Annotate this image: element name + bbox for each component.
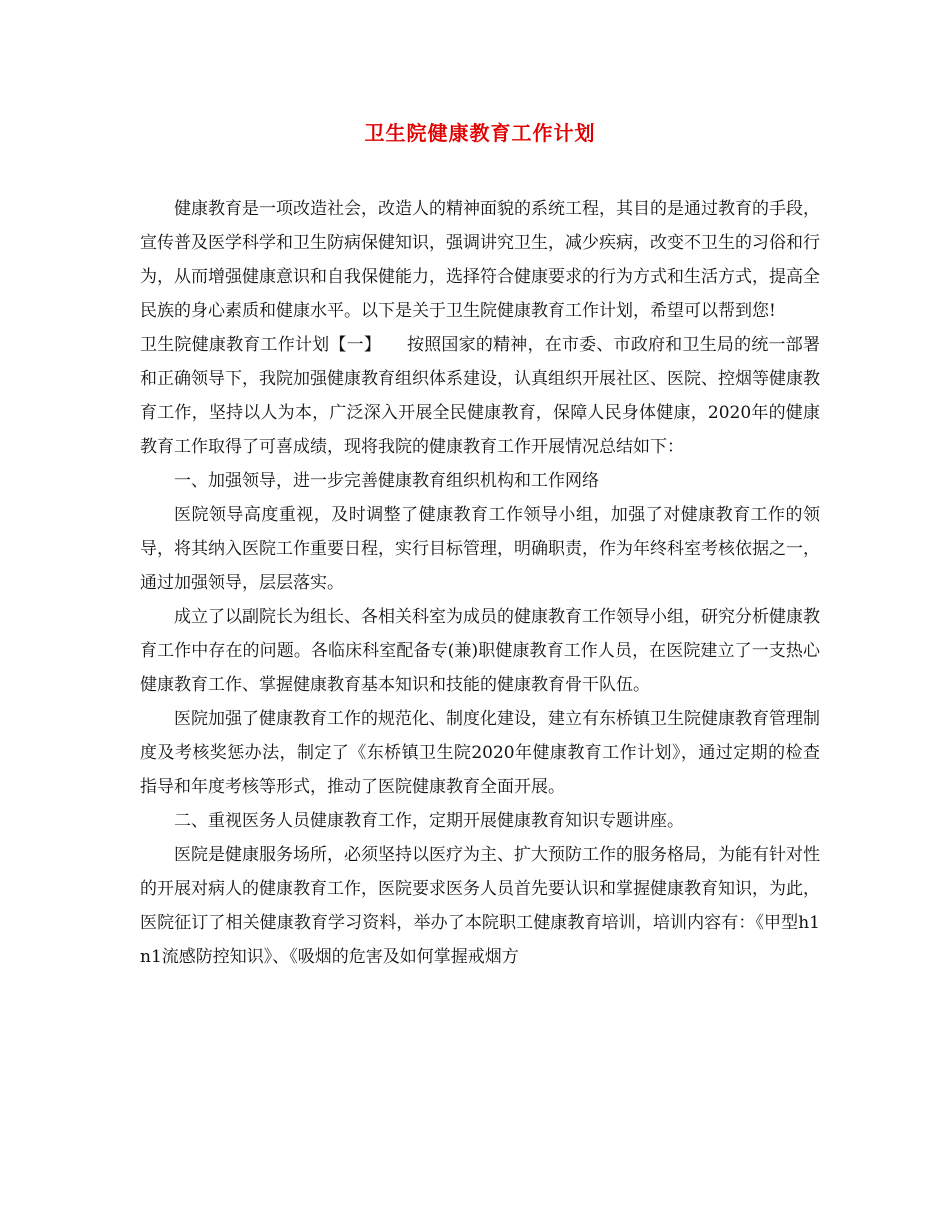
body-paragraph: 医院加强了健康教育工作的规范化、制度化建设，建立有东桥镇卫生院健康教育管理制度及考核奖惩办法，制定了《东桥镇卫生院2020年健康教育工作计划》，通过定期的检查指导和年度考核等形式，推动了医院健康教育全面开展。 — [140, 709, 820, 797]
body-paragraph: 医院领导高度重视，及时调整了健康教育工作领导小组，加强了对健康教育工作的领导，将其纳入医院工作重要日程，实行目标管理，明确职责，作为年终科室考核依据之一，通过加强领导，层层落实。 — [140, 505, 820, 593]
section-heading-2: 二、重视医务人员健康教育工作，定期开展健康教育知识专题讲座。 — [174, 811, 684, 831]
section-heading-1: 一、加强领导，进一步完善健康教育组织机构和工作网络 — [174, 471, 599, 491]
document-page — [140, 118, 820, 974]
intro-paragraph: 健康教育是一项改造社会，改造人的精神面貌的系统工程，其目的是通过教育的手段，宣传普及医学科学和卫生防病保健知识，强调讲究卫生，减少疾病，改变不卫生的习俗和行为，从而增强健康意识和自我保健能力，选择符合健康要求的行为方式和生活方式，提高全民族的身心素质和健康水平。以下是关于卫生院健康教育工作计划，希望可以帮到您! — [140, 199, 820, 321]
document-title: 卫生院健康教育工作计划 — [364, 121, 596, 145]
body-paragraph: 医院是健康服务场所，必须坚持以医疗为主、扩大预防工作的服务格局，为能有针对性的开展对病人的健康教育工作，医院要求医务人员首先要认识和掌握健康教育知识，为此，医院征订了相关健康教育学习资料，举办了本院职工健康教育培训，培训内容有：《甲型h1n1流感防控知识》、《吸烟的危害及如何掌握戒烟方 — [140, 845, 820, 967]
body-paragraph: 成立了以副院长为组长、各相关科室为成员的健康教育工作领导小组，研究分析健康教育工作中存在的问题。各临床科室配备专(兼)职健康教育工作人员，在医院建立了一支热心健康教育工作、掌握健康教育基本知识和技能的健康教育骨干队伍。 — [140, 607, 820, 695]
plan-one-paragraph: 卫生院健康教育工作计划【一】 按照国家的精神，在市委、市政府和卫生局的统一部署和正确领导下，我院加强健康教育组织体系建设，认真组织开展社区、医院、控烟等健康教育工作，坚持以人为本，广泛深入开展全民健康教育，保障人民身体健康，2020年的健康教育工作取得了可喜成绩，现将我院的健康教育工作开展情况总结如下： — [140, 335, 820, 457]
